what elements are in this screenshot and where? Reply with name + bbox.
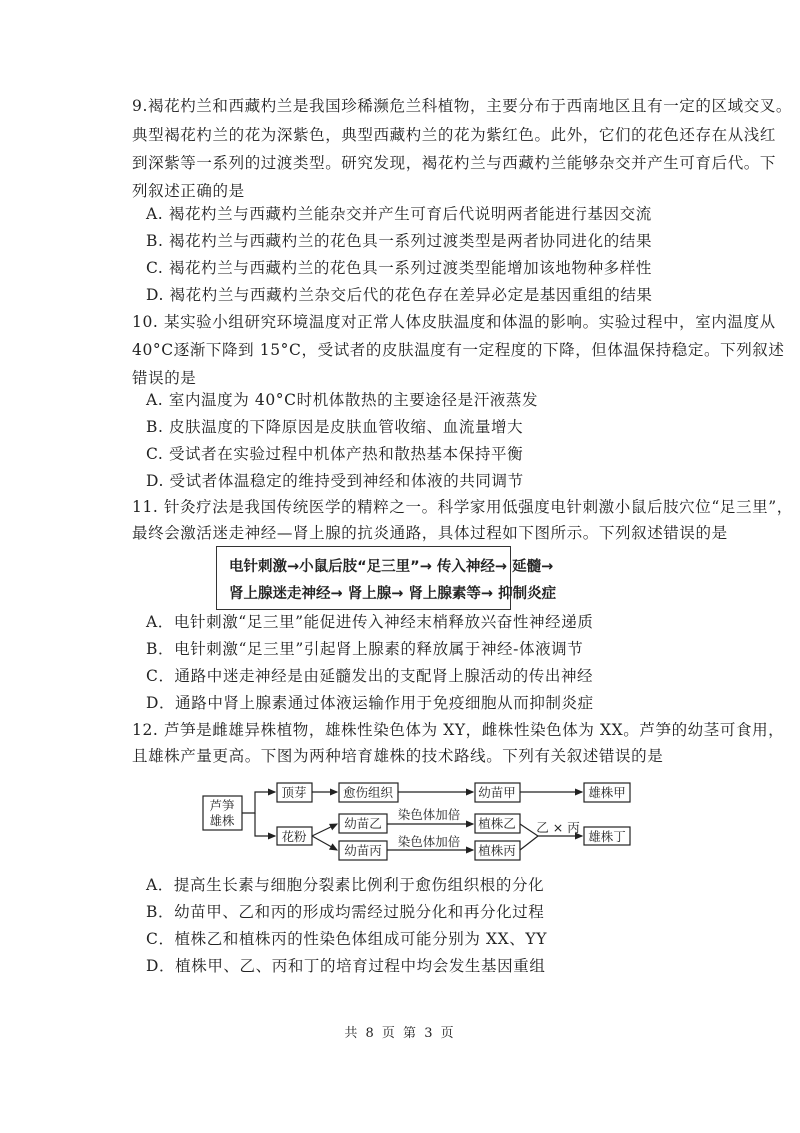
- question-stem: 10. 某实验小组研究环境温度对正常人体皮肤温度和体温的影响。实验过程中，室内温度从: [132, 313, 776, 331]
- option-c: C. 受试者在实验过程中机体产热和散热基本保持平衡: [146, 445, 524, 463]
- option-c: C．通路中迷走神经是由延髓发出的支配肾上腺活动的传出神经: [146, 667, 594, 685]
- doubling-label: 染色体加倍: [397, 834, 461, 849]
- question-stem: 12. 芦笋是雌雄异株植物，雄株性染色体为 XY，雌株性染色体为 XX。芦笋的幼茎可食用，: [132, 721, 785, 739]
- start-label: 雄株: [209, 813, 235, 828]
- option-a: A．提高生长素与细胞分裂素比例利于愈伤组织根的分化: [146, 876, 545, 894]
- option-b: B．幼苗甲、乙和丙的形成均需经过脱分化和再分化过程: [146, 903, 545, 921]
- node-bud: 顶芽: [281, 785, 307, 800]
- question-stem: 列叙述正确的是: [132, 182, 245, 200]
- pathway-line: 电针刺激→小鼠后肢“足三里”→ 传入神经→ 延髓→: [229, 559, 554, 575]
- option-d: D．通路中肾上腺素通过体液运输作用于免疫细胞从而抑制炎症: [146, 694, 594, 712]
- option-a: A. 褐花杓兰与西藏杓兰能杂交并产生可育后代说明两者能进行基因交流: [146, 205, 652, 223]
- option-b: B. 皮肤温度的下降原因是皮肤血管收缩、血流量增大: [146, 418, 524, 436]
- doubling-label: 染色体加倍: [397, 807, 461, 822]
- option-a: A．电针刺激“足三里”能促进传入神经末梢释放兴奋性神经递质: [146, 613, 594, 631]
- option-d: D. 褐花杓兰与西藏杓兰杂交后代的花色存在差异必定是基因重组的结果: [146, 286, 653, 304]
- cross-label: 乙 × 丙: [536, 820, 580, 835]
- option-b: B. 褐花杓兰与西藏杓兰的花色具一系列过渡类型是两者协同进化的结果: [146, 232, 653, 250]
- node-plant-bing: 植株丙: [478, 843, 516, 858]
- node-seedling-bing: 幼苗丙: [344, 843, 382, 858]
- question-stem: 最终会激活迷走神经—肾上腺的抗炎通路，具体过程如下图所示。下列叙述错误的是: [132, 524, 728, 542]
- question-stem: 且雄株产量更高。下图为两种培育雄株的技术路线。下列有关叙述错误的是: [132, 747, 664, 765]
- node-male-ding: 雄株丁: [588, 829, 626, 844]
- pathway-line: 肾上腺迷走神经→ 肾上腺→ 肾上腺素等→ 抑制炎症: [229, 586, 557, 602]
- start-label: 芦笋: [209, 798, 235, 813]
- node-callus: 愈伤组织: [342, 785, 394, 800]
- page-footer: 共 8 页 第 3 页: [344, 1026, 456, 1041]
- option-b: B．电针刺激“足三里”引起肾上腺素的释放属于神经-体液调节: [146, 640, 584, 658]
- option-d: D. 受试者体温稳定的维持受到神经和体液的共同调节: [146, 472, 524, 490]
- option-c: C．植株乙和植株丙的性染色体组成可能分别为 XX、YY: [146, 930, 548, 948]
- node-male-jia: 雄株甲: [588, 785, 626, 800]
- question-stem: 到深紫等一系列的过渡类型。研究发现，褐花杓兰与西藏杓兰能够杂交并产生可育后代。下: [132, 154, 777, 172]
- option-a: A. 室内温度为 40°C时机体散热的主要途径是汗液蒸发: [146, 391, 539, 409]
- node-seedling-yi: 幼苗乙: [344, 816, 382, 831]
- option-d: D．植株甲、乙、丙和丁的培育过程中均会发生基因重组: [146, 957, 546, 975]
- question-stem: 错误的是: [132, 369, 197, 387]
- option-c: C. 褐花杓兰与西藏杓兰的花色具一系列过渡类型能增加该地物种多样性: [146, 259, 652, 277]
- node-seedling-jia: 幼苗甲: [478, 785, 516, 800]
- node-pollen: 花粉: [281, 829, 307, 844]
- question-stem: 40°C逐渐下降到 15°C，受试者的皮肤温度有一定程度的下降，但体温保持稳定。下列叙述: [132, 341, 785, 359]
- question-stem: 11. 针灸疗法是我国传统医学的精粹之一。科学家用低强度电针刺激小鼠后肢穴位“足三里”，: [132, 498, 793, 516]
- node-plant-yi: 植株乙: [478, 816, 516, 831]
- question-stem: 9.褐花杓兰和西藏杓兰是我国珍稀濒危兰科植物，主要分布于西南地区且有一定的区域交叉。: [132, 97, 792, 115]
- question-stem: 典型褐花杓兰的花为深紫色，典型西藏杓兰的花为紫红色。此外，它们的花色还存在从浅红: [132, 126, 777, 144]
